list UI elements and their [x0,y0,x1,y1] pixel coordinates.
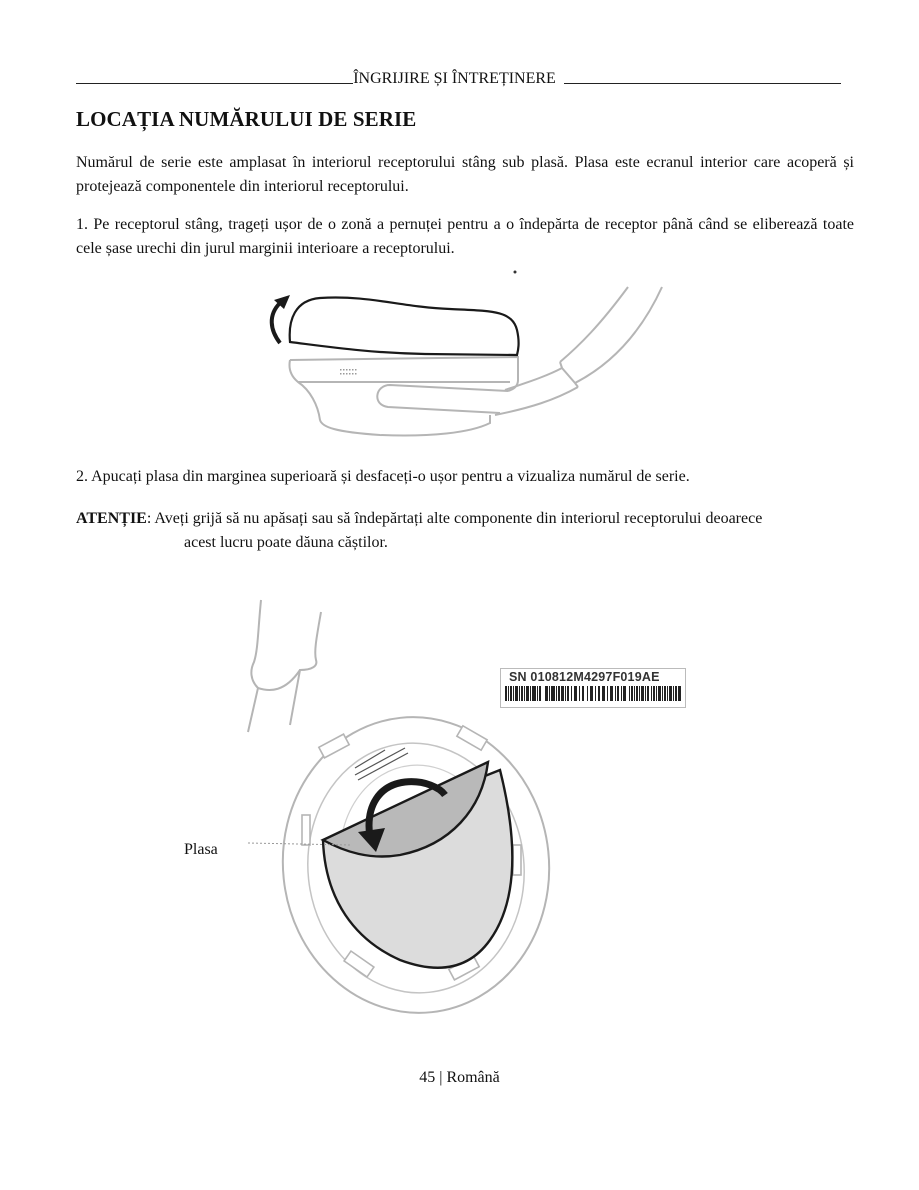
running-header [76,64,841,88]
barcode-icon [505,686,681,701]
earcup-scrim-illustration [170,590,700,1020]
caution-separator: : [146,510,155,527]
header-section-title: ÎNGRIJIRE ȘI ÎNTREȚINERE [353,70,556,87]
caution-text-line1: Aveți grijă să nu apăsați sau să îndepărtați alte componente din interiorul receptorului deoarece [154,510,763,527]
page-title: LOCAȚIA NUMĂRULUI DE SERIE [76,107,417,131]
footer-language: Română [446,1069,500,1086]
step-1-paragraph: 1. Pe receptorul stâng, trageți ușor de o zonă a pernuței pentru a o îndepărta de receptor până când se eliberează toate cele șase urechi din jurul marginii interioare a receptorului. [76,216,854,257]
serial-number-label [500,668,686,708]
earcup-cushion-removal-illustration [250,265,670,455]
caution-label: ATENȚIE [76,510,147,527]
header-rule-left [76,83,353,84]
header-rule-right [564,83,841,84]
serial-number-text: SN 010812M4297F019AE [509,670,660,684]
page-footer [0,1068,919,1088]
footer-separator: | [435,1069,447,1086]
intro-paragraph: Numărul de serie este amplasat în interiorul receptorului stâng sub plasă. Plasa este ecranul interior care acoperă și protejează componentele din interiorul receptorului. [76,154,854,195]
page-number: 45 [419,1069,436,1086]
caution-note [76,507,856,555]
scrim-callout-label: Plasa [184,841,218,858]
caution-text-line2: acest lucru poate dăuna căștilor. [184,534,388,551]
step-2-paragraph: 2. Apucați plasa din marginea superioară și desfaceți-o ușor pentru a vizualiza numărul de serie. [76,468,690,485]
